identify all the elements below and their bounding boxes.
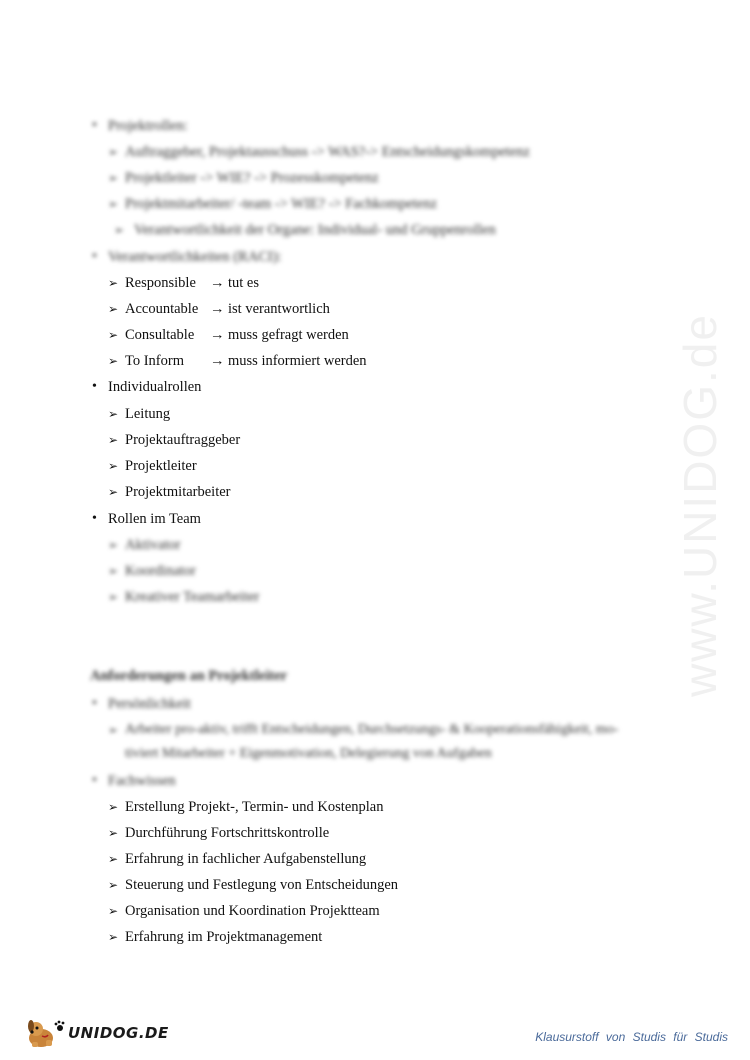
- watermark: www.UNIDOG.de: [674, 313, 727, 697]
- arrow-bullet: ➢: [108, 538, 119, 552]
- section-label-raci: Verantwortlichkeiten (RACI):: [108, 249, 282, 265]
- arrow-bullet: ➢: [108, 930, 119, 944]
- raci-desc: tut es: [228, 275, 260, 291]
- list-item: Projektmitarbeiter: [125, 484, 231, 500]
- list-item: Projektauftraggeber: [125, 432, 241, 448]
- arrow-bullet: ➢: [108, 590, 119, 604]
- paw-icon: [54, 1020, 66, 1032]
- raci-desc: muss gefragt werden: [228, 327, 349, 343]
- arrow-bullet: ➢: [108, 723, 119, 737]
- section-label-fachwissen: Fachwissen: [108, 773, 176, 789]
- arrow-bullet: ➢: [108, 459, 119, 473]
- list-item-continued: tiviert Mitarbeiter + Eigenmotivation, Delegierung von Aufgaben: [125, 746, 492, 761]
- arrow-bullet: ➢: [108, 407, 119, 421]
- list-item: Koordinator: [125, 563, 196, 579]
- list-item: Arbeiter pro-aktiv, trifft Entscheidungen, Durchsetzungs- & Kooperationsfähigkeit, mo-: [125, 722, 619, 737]
- section-label-projektrollen: Projektrollen:: [108, 118, 188, 134]
- bullet: •: [92, 379, 97, 394]
- list-item: Organisation und Koordination Projektteam: [125, 903, 380, 919]
- raci-term-accountable: Accountable: [125, 301, 199, 317]
- rel-arrow-icon: →: [210, 353, 225, 369]
- arrow-bullet: ➢: [108, 564, 119, 578]
- arrow-bullet: ➢: [108, 433, 119, 447]
- list-item: Verantwortlichkeit der Organe: Individual- und Gruppenrollen: [134, 222, 496, 238]
- list-item: Projektleiter -> WIE? -> Prozesskompetenz: [125, 170, 379, 186]
- list-item: Erstellung Projekt-, Termin- und Kostenplan: [125, 799, 384, 815]
- raci-term-responsible: Responsible: [125, 275, 196, 291]
- arrow-bullet: ➢: [108, 354, 119, 368]
- arrow-bullet: ➢: [114, 223, 125, 237]
- list-item: Leitung: [125, 406, 171, 422]
- list-item: Durchführung Fortschrittskontrolle: [125, 825, 330, 841]
- section-label-rollen-im-team: Rollen im Team: [108, 511, 201, 527]
- list-item: Aktivator: [125, 537, 181, 553]
- rel-arrow-icon: →: [210, 301, 225, 317]
- arrow-bullet: ➢: [108, 878, 119, 892]
- list-item: Erfahrung in fachlicher Aufgabenstellung: [125, 851, 367, 867]
- arrow-bullet: ➢: [108, 302, 119, 316]
- footer-tagline: Klausurstoff von Studis für Studis: [535, 1030, 728, 1044]
- raci-term-consultable: Consultable: [125, 327, 195, 343]
- list-item: Projektleiter: [125, 458, 197, 474]
- arrow-bullet: ➢: [108, 800, 119, 814]
- raci-desc: muss informiert werden: [228, 353, 367, 369]
- bullet: •: [92, 773, 97, 788]
- section-label-persoenlichkeit: Persönlichkeit: [108, 696, 191, 712]
- bullet: •: [92, 249, 97, 264]
- list-item: Projektmitarbeiter/ -team -> WIE? -> Fachkompetenz: [125, 196, 438, 212]
- list-item: Steuerung und Festlegung von Entscheidungen: [125, 877, 399, 893]
- arrow-bullet: ➢: [108, 276, 119, 290]
- raci-desc: ist verantwortlich: [228, 301, 330, 317]
- arrow-bullet: ➢: [108, 826, 119, 840]
- section-heading-anforderungen: Anforderungen an Projektleiter: [90, 668, 288, 684]
- rel-arrow-icon: →: [210, 275, 225, 291]
- arrow-bullet: ➢: [108, 485, 119, 499]
- rel-arrow-icon: →: [210, 327, 225, 343]
- unidog-logo: [24, 1016, 169, 1050]
- arrow-bullet: ➢: [108, 328, 119, 342]
- bullet: •: [92, 118, 97, 133]
- list-item: Erfahrung im Projektmanagement: [125, 929, 323, 945]
- dog-mascot-icon: [24, 1016, 58, 1050]
- list-item: Auftraggeber, Projektausschuss -> WAS?-> Entscheidungskompetenz: [125, 144, 530, 160]
- raci-term-inform: To Inform: [125, 353, 184, 369]
- arrow-bullet: ➢: [108, 197, 119, 211]
- arrow-bullet: ➢: [108, 904, 119, 918]
- arrow-bullet: ➢: [108, 145, 119, 159]
- list-item: Kreativer Teamarbeiter: [125, 589, 260, 605]
- bullet: •: [92, 511, 97, 526]
- section-label-individualrollen: Individualrollen: [108, 379, 202, 395]
- bullet: •: [92, 696, 97, 711]
- arrow-bullet: ➢: [108, 852, 119, 866]
- arrow-bullet: ➢: [108, 171, 119, 185]
- logo-text: UNIDOG.DE: [68, 1024, 169, 1042]
